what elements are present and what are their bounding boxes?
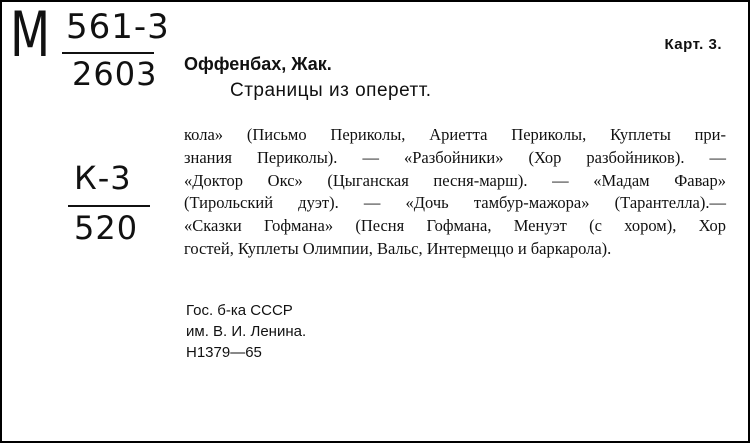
body-line: «Сказки Гофмана» (Песня Гофмана, Менуэт (с хором), Хор <box>184 216 726 236</box>
body-line: знания Периколы). — «Разбойники» (Хор разбойников). — <box>184 147 726 167</box>
handwritten-letter: М <box>10 0 51 71</box>
handwritten-code-bottom: 520 <box>74 209 139 247</box>
body-line: гостей, Куплеты Олимпии, Вальс, Интермеццо и баркарола). <box>184 238 612 258</box>
work-title: Страницы из оперетт. <box>230 80 432 101</box>
body-line: «Доктор Окс» (Цыганская песня-марш). — «Мадам Фавар» <box>184 170 726 190</box>
handwritten-rule-bottom <box>68 205 150 207</box>
imprint-line: Гос. б-ка СССР <box>186 302 293 319</box>
body-line: (Тирольский дуэт). — «Дочь тамбур-мажора» (Тарантелла).— <box>184 193 726 213</box>
handwritten-number-bottom: 2603 <box>72 55 158 93</box>
handwritten-number-top: 561-3 <box>66 7 170 47</box>
author-heading: Оффенбах, Жак. <box>184 54 332 74</box>
card-number: Карт. 3. <box>664 36 722 53</box>
handwritten-rule-top <box>62 52 154 54</box>
library-imprint <box>186 300 306 363</box>
handwritten-code-top: К-3 <box>74 159 132 197</box>
body-line: кола» (Письмо Периколы, Ариетта Периколы, Куплеты при- <box>184 125 726 144</box>
imprint-line: им. В. И. Ленина. <box>186 323 307 340</box>
card-body <box>184 124 726 261</box>
imprint-line: Н1379—65 <box>186 344 262 361</box>
